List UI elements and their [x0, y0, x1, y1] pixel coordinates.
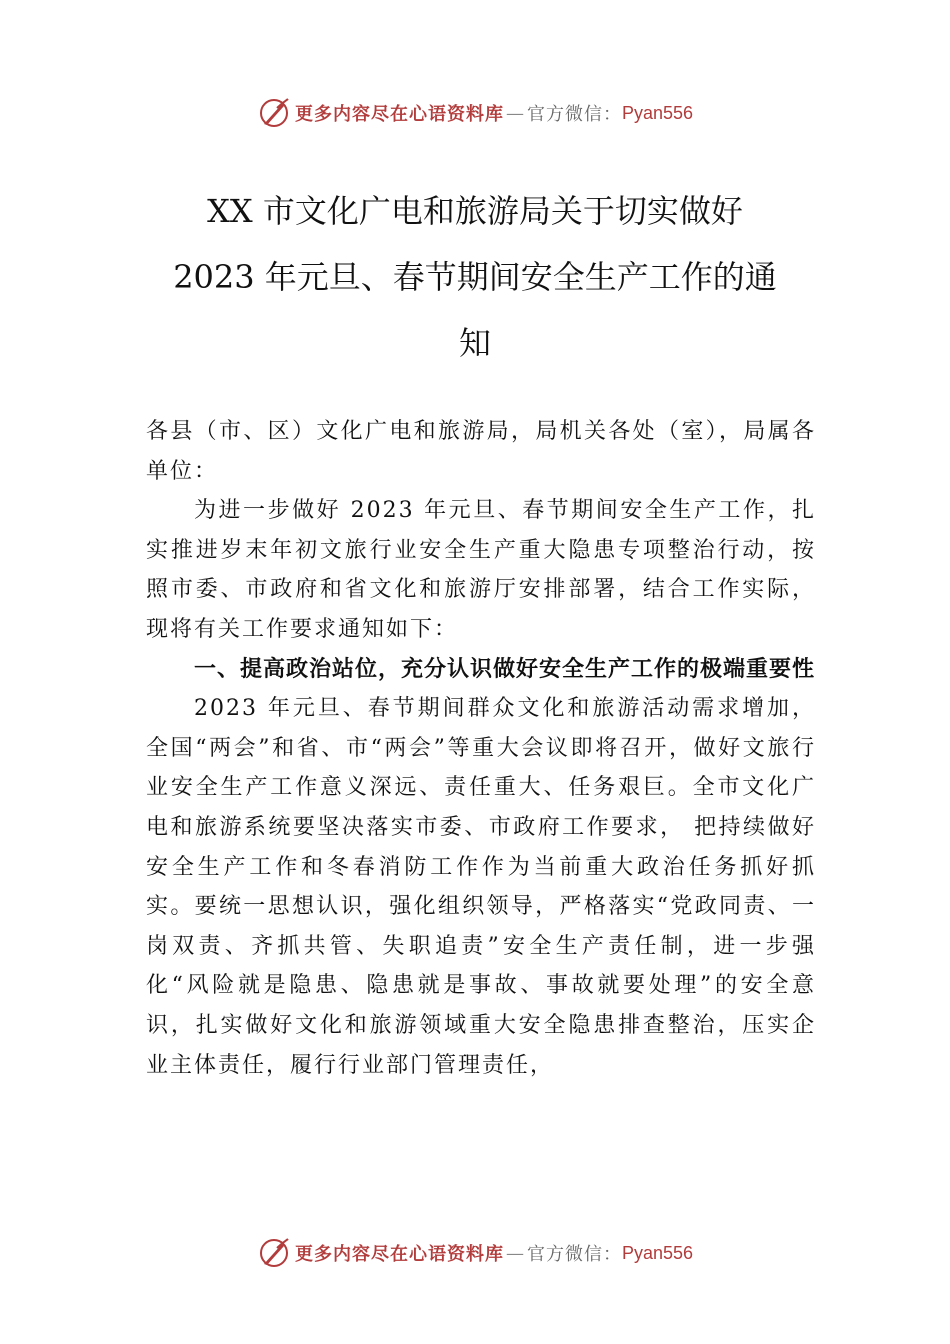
- banner-wechat-id: Pyan556: [621, 1242, 694, 1263]
- banner-dash: —: [505, 102, 525, 124]
- section-heading-1: 一、提高政治站位，充分认识做好安全生产工作的极端重要性: [194, 656, 816, 682]
- banner-brand: 更多内容尽在心语资料库: [294, 1244, 504, 1265]
- footer-banner: [0, 1236, 950, 1270]
- banner-brand: 更多内容尽在心语资料库: [294, 104, 504, 125]
- banner-wechat-id: Pyan556: [621, 102, 694, 123]
- paragraph-section-1: 2023 年元旦、春节期间群众文化和旅游活动需求增加，全国“两会”和省、市“两会”等重大会议即将召开，做好文旅行业安全生产工作意义深远、责任重大、任务艰巨。全市文化广电和旅游系统要坚决落实市委、市政府工作要求， 把持续做好安全生产工作和冬春消防工作作为当前重大政治任务抓好抓实。要统一思想认识，强化组织领导，严格落实“党政同责、一岗双责、齐抓共管、失职追责”安全生产责任制，进一步强化“风险就是隐患、隐患就是事故、事故就要处理”的安全意识，扎实做好文化和旅游领域重大安全隐患排查整治，压实企业主体责任，履行行业部门管理责任，: [146, 696, 816, 1078]
- banner-wechat-label: 官方微信：: [526, 104, 622, 125]
- title-line-2: 2023 年元旦、春节期间安全生产工作的通: [173, 258, 777, 296]
- title-line-3: 知: [458, 324, 491, 362]
- quill-logo-icon: [257, 1236, 291, 1270]
- banner-dash: —: [505, 1242, 525, 1264]
- document-body: [146, 412, 816, 1085]
- title-line-1: XX 市文化广电和旅游局关于切实做好: [207, 192, 743, 230]
- salutation: 各县（市、区）文化广电和旅游局，局机关各处（室），局属各单位：: [146, 419, 816, 484]
- header-banner: [0, 96, 950, 130]
- quill-logo-icon: [257, 96, 291, 130]
- paragraph-intro: 为进一步做好 2023 年元旦、春节期间安全生产工作，扎实推进岁末年初文旅行业安全生产重大隐患专项整治行动，按照市委、市政府和省文化和旅游厅安排部署，结合工作实际，现将有关工作要求通知如下：: [146, 498, 816, 642]
- banner-wechat-label: 官方微信：: [526, 1244, 622, 1265]
- document-title: [100, 178, 850, 376]
